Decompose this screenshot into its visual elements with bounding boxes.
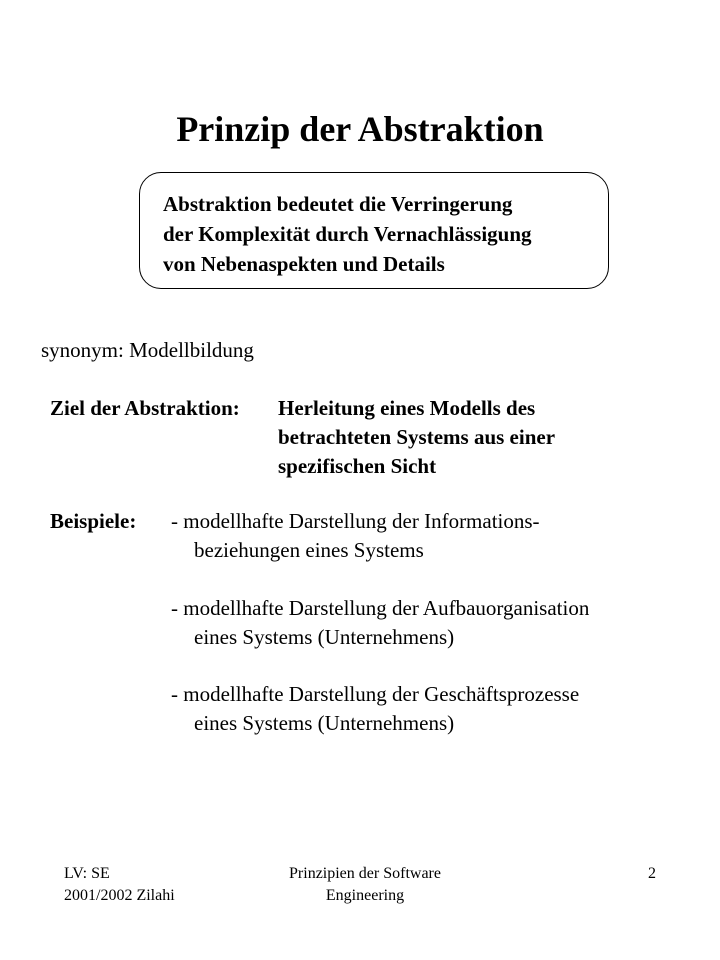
footer-term-author: 2001/2002 Zilahi [64,887,175,904]
goal-line-3: spezifischen Sicht [278,454,437,478]
footer-course: LV: SE [64,865,110,882]
definition-line-3: von Nebenaspekten und Details [163,252,445,276]
example-3-line-1: - modellhafte Darstellung der Geschäftsprozesse [171,682,580,706]
example-3-line-2: eines Systems (Unternehmens) [194,711,455,735]
example-1-line-1: - modellhafte Darstellung der Informations- [171,509,540,533]
footer-topic-line-1: Prinzipien der Software [289,865,441,882]
goal-line-2: betrachteten Systems aus einer [278,425,556,449]
goal-label: Ziel der Abstraktion: [50,396,240,420]
definition-line-2: der Komplexität durch Vernachlässigung [163,222,532,246]
example-2-line-2: eines Systems (Unternehmens) [194,625,455,649]
synonym-text: synonym: Modellbildung [41,338,254,362]
definition-line-1: Abstraktion bedeutet die Verringerung [163,192,513,216]
page-number: 2 [648,865,656,882]
footer-left [64,863,175,907]
examples-label: Beispiele: [50,509,137,533]
footer-center [250,863,480,907]
example-2-line-1: - modellhafte Darstellung der Aufbauorganisation [171,596,590,620]
footer-topic-line-2: Engineering [325,887,405,904]
slide-title: Prinzip der Abstraktion [176,109,544,149]
goal-line-1: Herleitung eines Modells des [278,396,536,420]
example-1-line-2: beziehungen eines Systems [194,538,424,562]
